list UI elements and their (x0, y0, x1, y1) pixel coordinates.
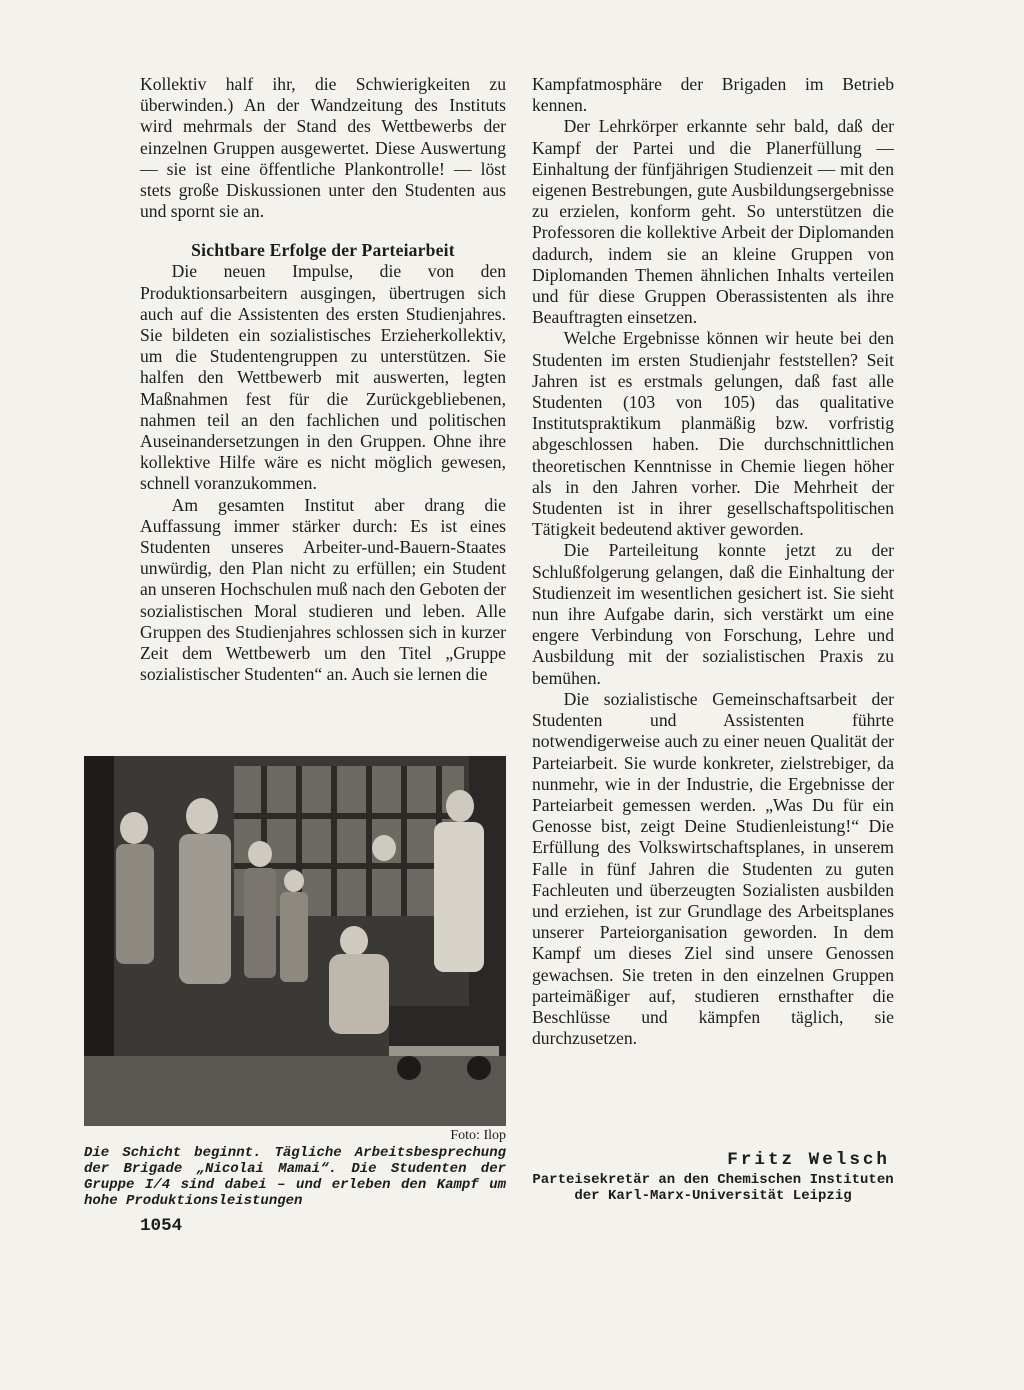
paragraph: Kampfatmosphäre der Brigaden im Betrieb kennen. (532, 74, 894, 116)
section-heading: Sichtbare Erfolge der Parteiarbeit (191, 240, 455, 261)
affiliation-line: der Karl-Marx-Universität Leipzig (574, 1188, 852, 1204)
right-column (532, 74, 894, 1049)
paragraph: Welche Ergebnisse können wir heute bei den Studenten im ersten Studienjahr feststellen? Seit Jahren ist es erstmals gelungen, daß fast alle Studenten (103 von 105) das qualitative Institutspraktikum planmäßig bzw. vorfristig abgeschlossen haben. Die durchschnittlichen theoretischen Kenntnisse in Chemie liegen höher als in den Jahren vorher. Die Mehrheit der Studenten ist in ihrer gesellschaftspolitischen Tätigkeit bedeutend aktiver geworden. (532, 328, 894, 540)
paragraph: Am gesamten Institut aber drang die Auffassung immer stärker durch: Es ist eines Studenten unseres Arbeiter-und-Bauern-Staates unwürdig, den Plan nicht zu erfüllen; ein Student an unseren Hochschulen muß nach den Geboten der sozialistischen Moral studieren und leben. Alle Gruppen des Studienjahres schlossen sich in kurzer Zeit dem Wettbewerb um den Titel „Gruppe sozialistischer Studenten“ an. Auch sie lernen die (140, 494, 506, 685)
paragraph: Die neuen Impulse, die von den Produktionsarbeitern ausgingen, übertrugen sich auch auf die Assistenten des ersten Studienjahres. Sie bildeten ein sozialistisches Erzieherkollektiv, um die Studentengruppen zu unterstützen. Sie halfen den Wettbewerb mit auswerten, legten Maßnahmen fest für die Zurückgebliebenen, nahmen teil an den fachlichen und politischen Auseinandersetzungen in den Gruppen. Ohne ihre kollektive Hilfe wäre es nicht möglich gewesen, schnell voranzukommen. (140, 261, 506, 494)
workers-photo-illustration (84, 756, 506, 1126)
paragraph: Die sozialistische Gemeinschaftsarbeit der Studenten und Assistenten führte notwendigerweise auch zu einer neuen Qualität der Parteiarbeit. Sie wurde konkreter, zielstrebiger, da nunmehr, wie in der Industrie, die Ergebnisse der Parteiarbeit gemessen werden. „Was Du für ein Genosse bist, zeigt Deine Studienleistung!“ Die Erfüllung des Volkswirtschaftsplanes, in unserem Falle in fünf Jahren die Studenten zu guten Fachleuten und überzeugten Sozialisten ausbilden und erziehen, ist zur Grundlage des Arbeitsplanes unserer Parteiorganisation geworden. In dem Kampf um dieses Ziel sind unsere Genossen gewachsen. Sie treten in den einzelnen Gruppen parteimäßiger auf, studieren ernsthafter die Beschlüsse und kämpfen täglich, sie durchzusetzen. (532, 688, 894, 1049)
photo-caption: Die Schicht beginnt. Tägliche Arbeitsbesprechung der Brigade „Nicolai Mamai“. Die Studenten der Gruppe I/4 sind dabei – und erleben den Kampf um hohe Produktionsleistungen (84, 1145, 506, 1209)
workers-photo (84, 756, 506, 1126)
paragraph: Der Lehrkörper erkannte sehr bald, daß der Kampf der Partei und die Planerfüllung — Einhaltung der fünfjährigen Studienzeit — mit den eigenen Bestrebungen, gute Ausbildungsergebnisse zu erzielen, konform geht. So unterstützen die Professoren die kollektive Arbeit der Diplomanden dadurch, indem sie an kleine Gruppen von Diplomanden Themen ähnlichen Inhalts verteilen und für diese Gruppen Oberassistenten als ihre Beauftragten einsetzen. (532, 116, 894, 328)
affiliation-line: Parteisekretär an den Chemischen Instituten (532, 1172, 894, 1188)
paragraph: Die Parteileitung konnte jetzt zu der Schlußfolgerung gelangen, daß die Einhaltung der Studienzeit im wesentlichen gesichert ist. Sie sieht nun ihre Aufgabe darin, sich verstärkt um eine engere Verbindung von Forschung, Lehre und Ausbildung mit der sozialistischen Praxis zu bemühen. (532, 540, 894, 688)
left-column (140, 74, 506, 685)
page-number: 1054 (140, 1216, 183, 1236)
author-name: Fritz Welsch (727, 1150, 890, 1170)
paragraph: Kollektiv half ihr, die Schwierigkeiten zu überwinden.) An der Wandzeitung des Instituts wird mehrmals der Stand des Wettbewerbs der einzelnen Gruppen ausgewertet. Diese Auswertung — sie ist eine öffentliche Plankontrolle! — löst stets große Diskussionen unter den Studenten aus und spornt sie an. (140, 74, 506, 222)
author-affiliation (532, 1172, 894, 1204)
photo-credit: Foto: Ilop (450, 1128, 506, 1143)
